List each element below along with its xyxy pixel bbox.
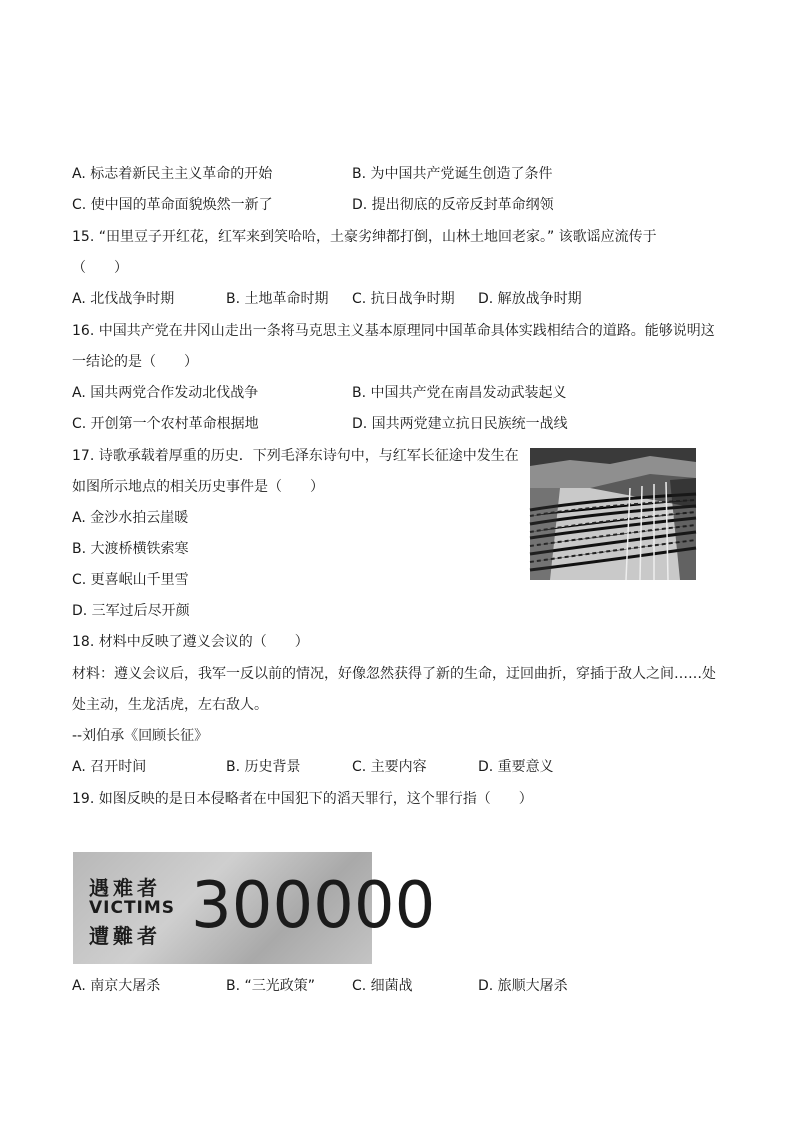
plaque-label-traditional: 遭難者: [89, 924, 161, 948]
q18-stem: 18. 材料中反映了遵义会议的（ ）: [72, 634, 309, 650]
q18-material-line1: 材料：遵义会议后，我军一反以前的情况，好像忽然获得了新的生命，迂回曲折，穿插于敌人之间……处: [72, 666, 716, 682]
q19-option-b: B. “三光政策”: [226, 978, 316, 994]
q18-option-c: C. 主要内容: [352, 759, 427, 775]
q16-option-c: C. 开创第一个农村革命根据地: [72, 416, 259, 432]
q15-option-a: A. 北伐战争时期: [72, 291, 175, 307]
q17-option-d: D. 三军过后尽开颜: [72, 603, 190, 619]
q16-option-b: B. 中国共产党在南昌发动武装起义: [352, 385, 567, 401]
q19-option-a: A. 南京大屠杀: [72, 978, 161, 994]
q18-option-d: D. 重要意义: [478, 759, 554, 775]
plaque-label-english: VICTIMS: [89, 898, 176, 918]
q14-option-a: A. 标志着新民主主义革命的开始: [72, 166, 273, 182]
q15-option-c: C. 抗日战争时期: [352, 291, 455, 307]
q15-stem-line1: 15. “田里豆子开红花，红军来到笑哈哈，土豪劣绅都打倒，山林土地回老家。” 该歌谣应流传于: [72, 229, 657, 245]
q14-option-d: D. 提出彻底的反帝反封革命纲领: [352, 197, 554, 213]
q16-option-d: D. 国共两党建立抗日民族统一战线: [352, 416, 568, 432]
luding-bridge-photo: [530, 448, 696, 580]
q18-material-line2: 处主动，生龙活虎，左右敌人。: [72, 697, 268, 713]
q14-option-c: C. 使中国的革命面貌焕然一新了: [72, 197, 273, 213]
q17-option-c: C. 更喜岷山千里雪: [72, 572, 189, 588]
plaque-label-simplified: 遇难者: [89, 876, 161, 900]
q18-option-a: A. 召开时间: [72, 759, 147, 775]
q15-option-d: D. 解放战争时期: [478, 291, 582, 307]
q17-option-a: A. 金沙水拍云崖暖: [72, 510, 189, 526]
q17-stem-line1: 17. 诗歌承载着厚重的历史．下列毛泽东诗句中，与红军长征途中发生在: [72, 448, 519, 464]
q16-stem-line1: 16. 中国共产党在井冈山走出一条将马克思主义基本原理同中国革命具体实践相结合的道路。能够说明这: [72, 323, 715, 339]
q15-option-b: B. 土地革命时期: [226, 291, 329, 307]
q19-option-d: D. 旅顺大屠杀: [478, 978, 568, 994]
q14-option-b: B. 为中国共产党诞生创造了条件: [352, 166, 553, 182]
q16-option-a: A. 国共两党合作发动北伐战争: [72, 385, 259, 401]
q19-stem: 19. 如图反映的是日本侵略者在中国犯下的滔天罪行，这个罪行指（ ）: [72, 791, 533, 807]
plaque-victim-number: 300000: [191, 869, 436, 943]
q18-option-b: B. 历史背景: [226, 759, 301, 775]
q18-source: --刘伯承《回顾长征》: [72, 728, 209, 744]
q17-stem-line2: 如图所示地点的相关历史事件是（ ）: [72, 479, 324, 495]
q15-stem-line2: （ ）: [72, 260, 128, 276]
q19-option-c: C. 细菌战: [352, 978, 413, 994]
nanjing-memorial-plaque-photo: [73, 852, 436, 964]
q16-stem-line2: 一结论的是（ ）: [72, 354, 198, 370]
q17-option-b: B. 大渡桥横铁索寒: [72, 541, 189, 557]
